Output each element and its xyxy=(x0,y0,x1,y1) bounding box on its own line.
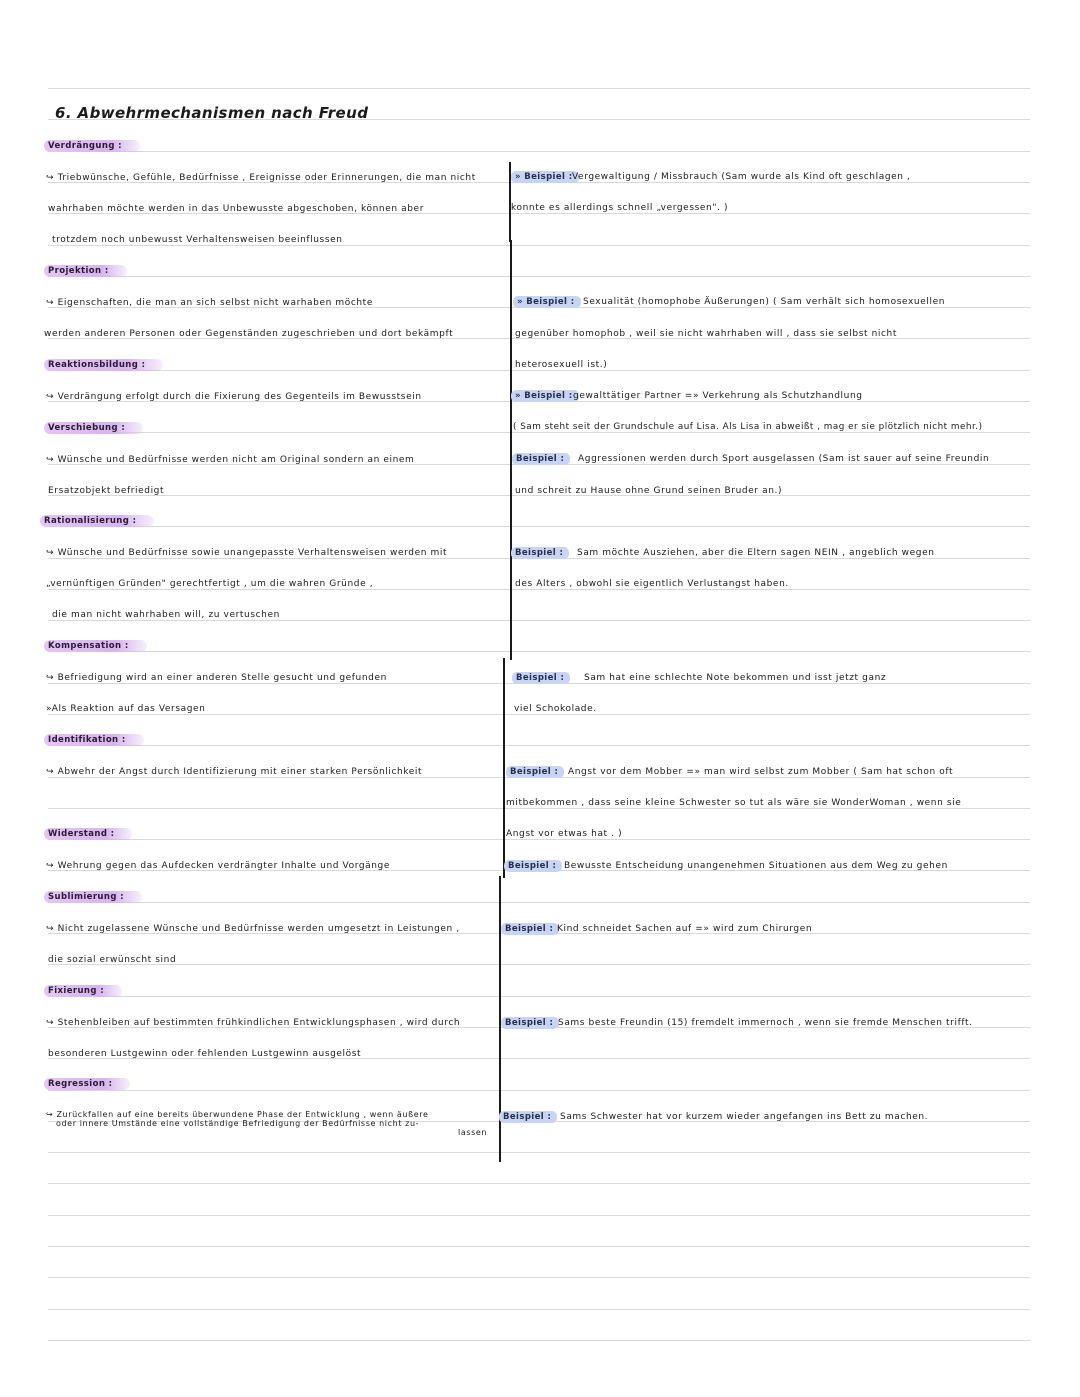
ruled-line xyxy=(48,1246,1030,1247)
beispiel-label: Beispiel : xyxy=(512,672,570,684)
example-line: Bewusste Entscheidung unangenehmen Situationen aus dem Weg zu gehen xyxy=(564,861,948,871)
example-line: gegenüber homophob , weil sie nicht wahrhaben will , dass sie selbst nicht xyxy=(515,329,897,339)
example-line: Sam hat eine schlechte Note bekommen und isst jetzt ganz xyxy=(584,673,887,683)
example-line: Sams beste Freundin (15) fremdelt immernoch , wenn sie fremde Menschen trifft. xyxy=(558,1018,973,1028)
ruled-line xyxy=(48,1340,1030,1341)
ruled-line xyxy=(48,964,1030,965)
example-line: konnte es allerdings schnell „vergessen". ) xyxy=(511,203,729,213)
text-line: ↪ Abwehr der Angst durch Identifizierung mit einer starken Persönlichkeit xyxy=(46,767,423,777)
beispiel-label: Beispiel : xyxy=(511,547,569,559)
ruled-line xyxy=(48,651,1030,652)
ruled-line xyxy=(48,276,1030,277)
ruled-line xyxy=(48,902,1030,903)
ruled-line xyxy=(48,1215,1030,1216)
beispiel-label: » Beispiel : xyxy=(511,171,579,183)
text-line: wahrhaben möchte werden in das Unbewusste abgeschoben, können aber xyxy=(48,204,424,214)
example-line: mitbekommen , dass seine kleine Schwester so tut als wäre sie WonderWoman , wenn sie xyxy=(506,798,962,808)
ruled-line xyxy=(48,745,1030,746)
heading-identifikation: Identifikation : xyxy=(44,734,144,746)
text-line: ↪ Verdrängung erfolgt durch die Fixierung des Gegenteils im Bewusstsein xyxy=(46,392,422,402)
page-title: 6. Abwehrmechanismen nach Freud xyxy=(55,104,369,122)
text-line: ↪ Triebwünsche, Gefühle, Bedürfnisse , Ereignisse oder Erinnerungen, die man nicht xyxy=(46,173,476,183)
beispiel-label: Beispiel : xyxy=(499,1111,557,1123)
heading-fixierung: Fixierung : xyxy=(44,985,122,997)
beispiel-label: » Beispiel : xyxy=(513,296,581,308)
ruled-line xyxy=(48,1090,1030,1091)
example-line: Kind schneidet Sachen auf =» wird zum Chirurgen xyxy=(557,924,813,934)
example-line: Sam möchte Ausziehen, aber die Eltern sagen NEIN , angeblich wegen xyxy=(577,548,935,558)
beispiel-label: » Beispiel : xyxy=(511,390,579,402)
example-line: Angst vor dem Mobber =» man wird selbst zum Mobber ( Sam hat schon oft xyxy=(568,767,954,777)
text-line: werden anderen Personen oder Gegenständen zugeschrieben und dort bekämpft xyxy=(44,329,454,339)
text-line: besonderen Lustgewinn oder fehlenden Lustgewinn ausgelöst xyxy=(48,1049,362,1059)
text-line: trotzdem noch unbewusst Verhaltensweisen beeinflussen xyxy=(52,235,343,245)
heading-widerstand: Widerstand : xyxy=(44,828,132,840)
heading-sublimierung: Sublimierung : xyxy=(44,891,142,903)
example-line: gewalttätiger Partner =» Verkehrung als Schutzhandlung xyxy=(573,391,863,401)
example-line: Angst vor etwas hat . ) xyxy=(506,829,623,839)
heading-regression: Regression : xyxy=(44,1078,130,1090)
text-line: »Als Reaktion auf das Versagen xyxy=(46,704,206,714)
example-line: und schreit zu Hause ohne Grund seinen Bruder an.) xyxy=(515,486,783,496)
example-line: Sexualität (homophobe Äußerungen) ( Sam verhält sich homosexuellen xyxy=(583,297,946,307)
beispiel-label: Beispiel : xyxy=(504,860,562,872)
example-line: des Alters , obwohl sie eigentlich Verlustangst haben. xyxy=(515,579,789,589)
ruled-line xyxy=(48,526,1030,527)
heading-reaktionsbildung: Reaktionsbildung : xyxy=(44,359,163,371)
text-line: ↪ Nicht zugelassene Wünsche und Bedürfnisse werden umgesetzt in Leistungen , xyxy=(46,924,460,934)
heading-rationalisierung: Rationalisierung : xyxy=(40,515,154,527)
example-line: ( Sam steht seit der Grundschule auf Lisa. Als Lisa in abweißt , mag er sie plötzlich nicht mehr.) xyxy=(513,422,983,432)
text-line: ↪ Wünsche und Bedürfnisse werden nicht am Original sondern an einem xyxy=(46,455,415,465)
column-divider xyxy=(503,658,505,878)
text-line: oder innere Umstände eine vollständige Befriedigung der Bedürfnisse nicht zu- xyxy=(56,1119,420,1128)
text-line: lassen xyxy=(458,1128,488,1137)
ruled-line xyxy=(48,996,1030,997)
example-line: heterosexuell ist.) xyxy=(515,360,608,370)
beispiel-label: Beispiel : xyxy=(512,453,570,465)
example-line: viel Schokolade. xyxy=(514,704,597,714)
ruled-line xyxy=(48,1152,1030,1153)
text-line: „vernünftigen Gründen" gerechtfertigt , um die wahren Gründe , xyxy=(46,579,374,589)
heading-kompensation: Kompensation : xyxy=(44,640,147,652)
example-line: Vergewaltigung / Missbrauch (Sam wurde als Kind oft geschlagen , xyxy=(572,172,911,182)
beispiel-label: Beispiel : xyxy=(506,766,564,778)
text-line: ↪ Wehrung gegen das Aufdecken verdrängter Inhalte und Vorgänge xyxy=(46,861,391,871)
heading-verschiebung: Verschiebung : xyxy=(44,422,143,434)
heading-verdraengung: Verdrängung : xyxy=(44,140,140,152)
text-line: ↪ Stehenbleiben auf bestimmten frühkindlichen Entwicklungsphasen , wird durch xyxy=(46,1018,461,1028)
column-divider xyxy=(510,240,512,660)
ruled-line xyxy=(48,1183,1030,1184)
heading-projektion: Projektion : xyxy=(44,265,127,277)
text-line: ↪ Wünsche und Bedürfnisse sowie unangepasste Verhaltensweisen werden mit xyxy=(46,548,448,558)
text-line: ↪ Zurückfallen auf eine bereits überwundene Phase der Entwicklung , wenn äußere xyxy=(46,1110,429,1119)
ruled-line xyxy=(48,88,1030,89)
example-line: Sams Schwester hat vor kurzem wieder angefangen ins Bett zu machen. xyxy=(560,1112,929,1122)
example-line: Aggressionen werden durch Sport ausgelassen (Sam ist sauer auf seine Freundin xyxy=(578,454,990,464)
text-line: ↪ Eigenschaften, die man an sich selbst nicht warhaben möchte xyxy=(46,298,373,308)
ruled-line xyxy=(48,1277,1030,1278)
text-line: die man nicht wahrhaben will, zu vertuschen xyxy=(52,610,280,620)
ruled-line xyxy=(48,1309,1030,1310)
text-line: ↪ Befriedigung wird an einer anderen Stelle gesucht und gefunden xyxy=(46,673,387,683)
beispiel-label: Beispiel : xyxy=(501,923,559,935)
text-line: die sozial erwünscht sind xyxy=(48,955,177,965)
ruled-line xyxy=(48,151,1030,152)
text-line: Ersatzobjekt befriedigt xyxy=(48,486,165,496)
beispiel-label: Beispiel : xyxy=(501,1017,559,1029)
